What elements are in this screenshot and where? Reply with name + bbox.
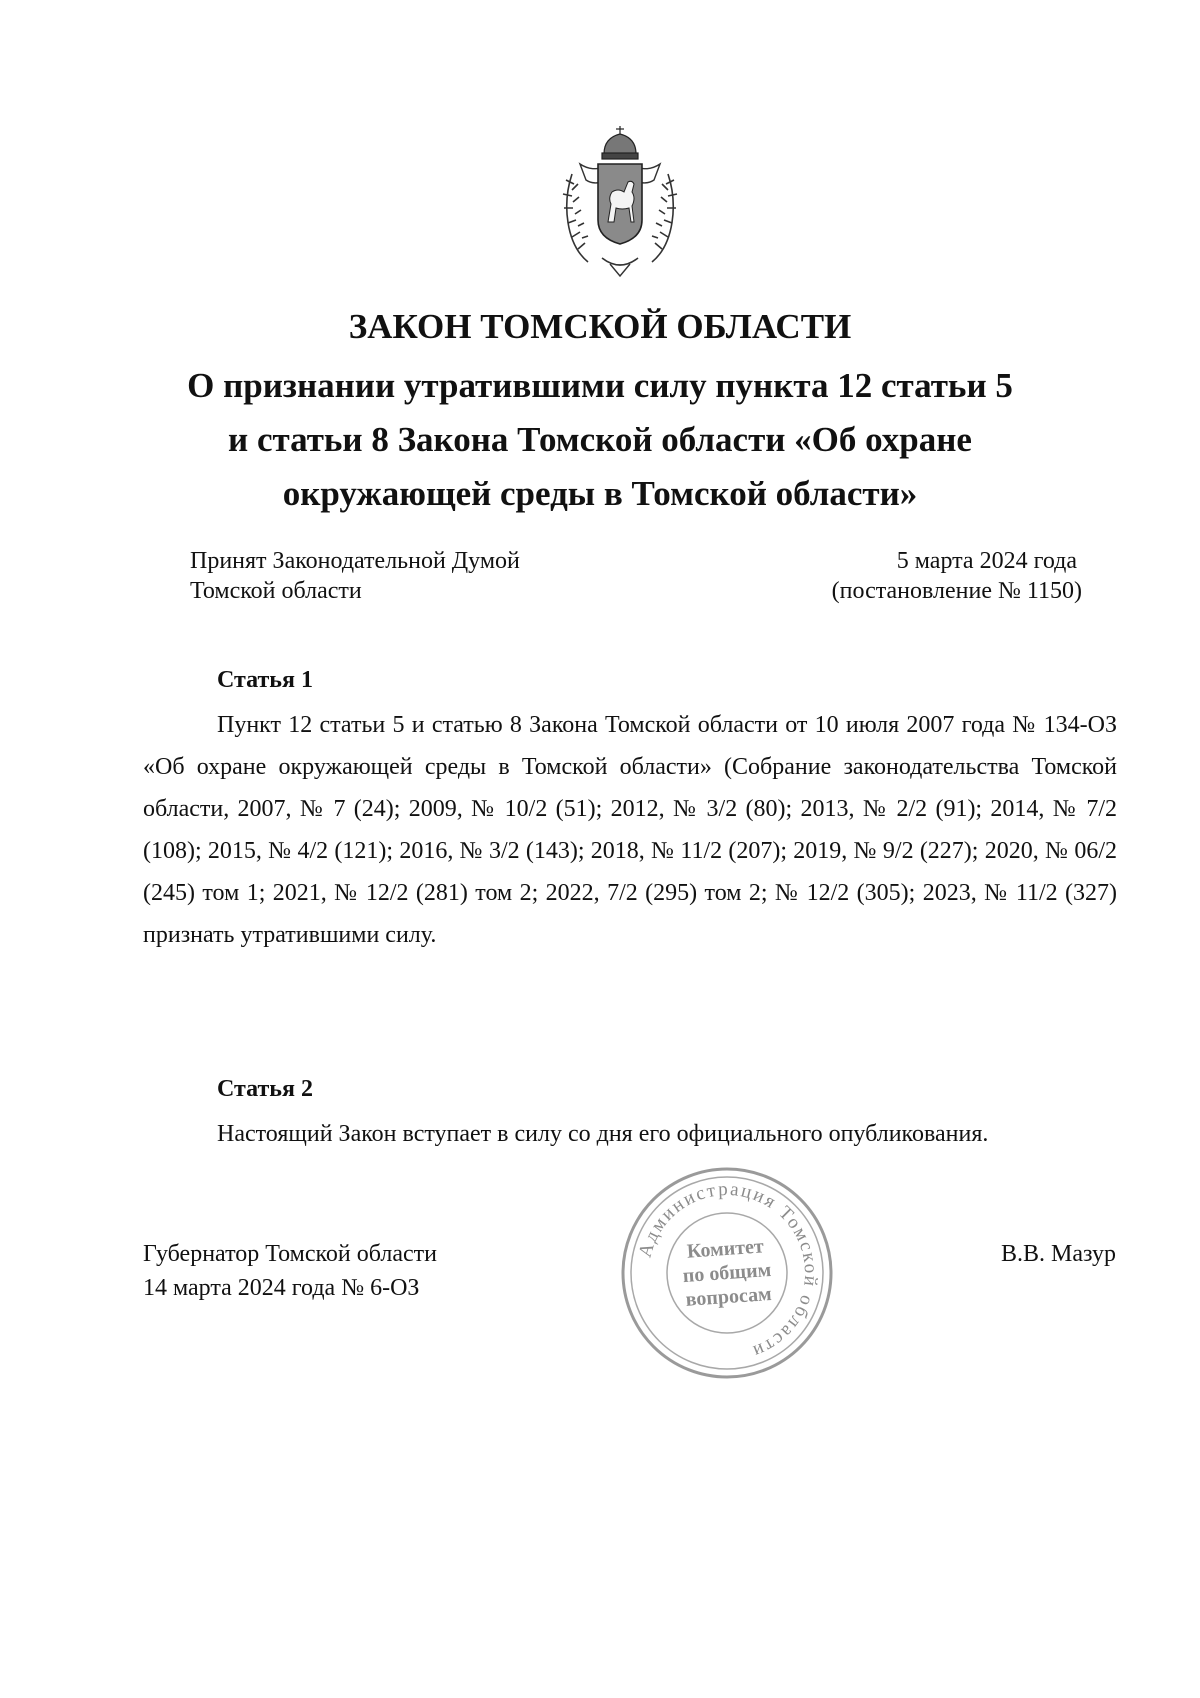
law-title-line-2: и статьи 8 Закона Томской области «Об охране <box>228 420 972 459</box>
adopted-by-line-2: Томской области <box>190 578 362 604</box>
adopted-by-line-1: Принят Законодательной Думой <box>190 548 520 574</box>
stamp-center-line-2: по общим <box>682 1258 772 1288</box>
article-2-heading: Статья 2 <box>217 1076 313 1102</box>
law-title-line-3: окружающей среды в Томской области» <box>282 474 918 513</box>
signatory-position: Губернатор Томской области <box>143 1241 437 1267</box>
law-date-number: 14 марта 2024 года № 6-ОЗ <box>143 1275 420 1301</box>
official-stamp-icon <box>617 1163 837 1383</box>
resolution-number: (постановление № 1150) <box>831 578 1082 604</box>
adoption-date-line: 5 марта 2024 года <box>896 548 1077 574</box>
document-type-title: ЗАКОН ТОМСКОЙ ОБЛАСТИ <box>348 307 852 346</box>
stamp-center-line-1: Комитет <box>686 1235 765 1263</box>
stamp-ring-text: Администрация Томской области <box>634 1178 822 1363</box>
article-1-text: Пункт 12 статьи 5 и статью 8 Закона Томской области от 10 июля 2007 года № 134-ОЗ «Об охране окружающей среды в Томской области» (Собрание законодательства Томской области, 2007, № 7 (24); 2009, № 10/2 (51); 2012, № 3/2 (80); 2013, № 2/2 (91); 2014, № 7/2 (108); 2015, № 4/2 (121); 2016, № 3/2 (143); 2018, № 11/2 (207); 2019, № 9/2 (227); 2020, № 06/2 (245) том 1; 2021, № 12/2 (281) том 2; 2022, 7/2 (295) том 2; № 12/2 (305); 2023, № 11/2 (327) признать утратившими силу. <box>143 712 1117 948</box>
adopted-by <box>190 546 520 606</box>
law-title-line-1: О признании утратившими силу пункта 12 статьи 5 <box>187 366 1013 405</box>
article-2-text: Настоящий Закон вступает в силу со дня его официального опубликования. <box>217 1121 989 1147</box>
signatory-name: В.В. Мазур <box>1001 1241 1116 1267</box>
article-1-heading: Статья 1 <box>217 667 313 693</box>
signatory-block <box>143 1237 437 1305</box>
stamp-center-line-3: вопросам <box>684 1282 773 1311</box>
tomsk-coat-of-arms-icon <box>558 124 682 278</box>
adoption-date <box>832 546 1082 606</box>
